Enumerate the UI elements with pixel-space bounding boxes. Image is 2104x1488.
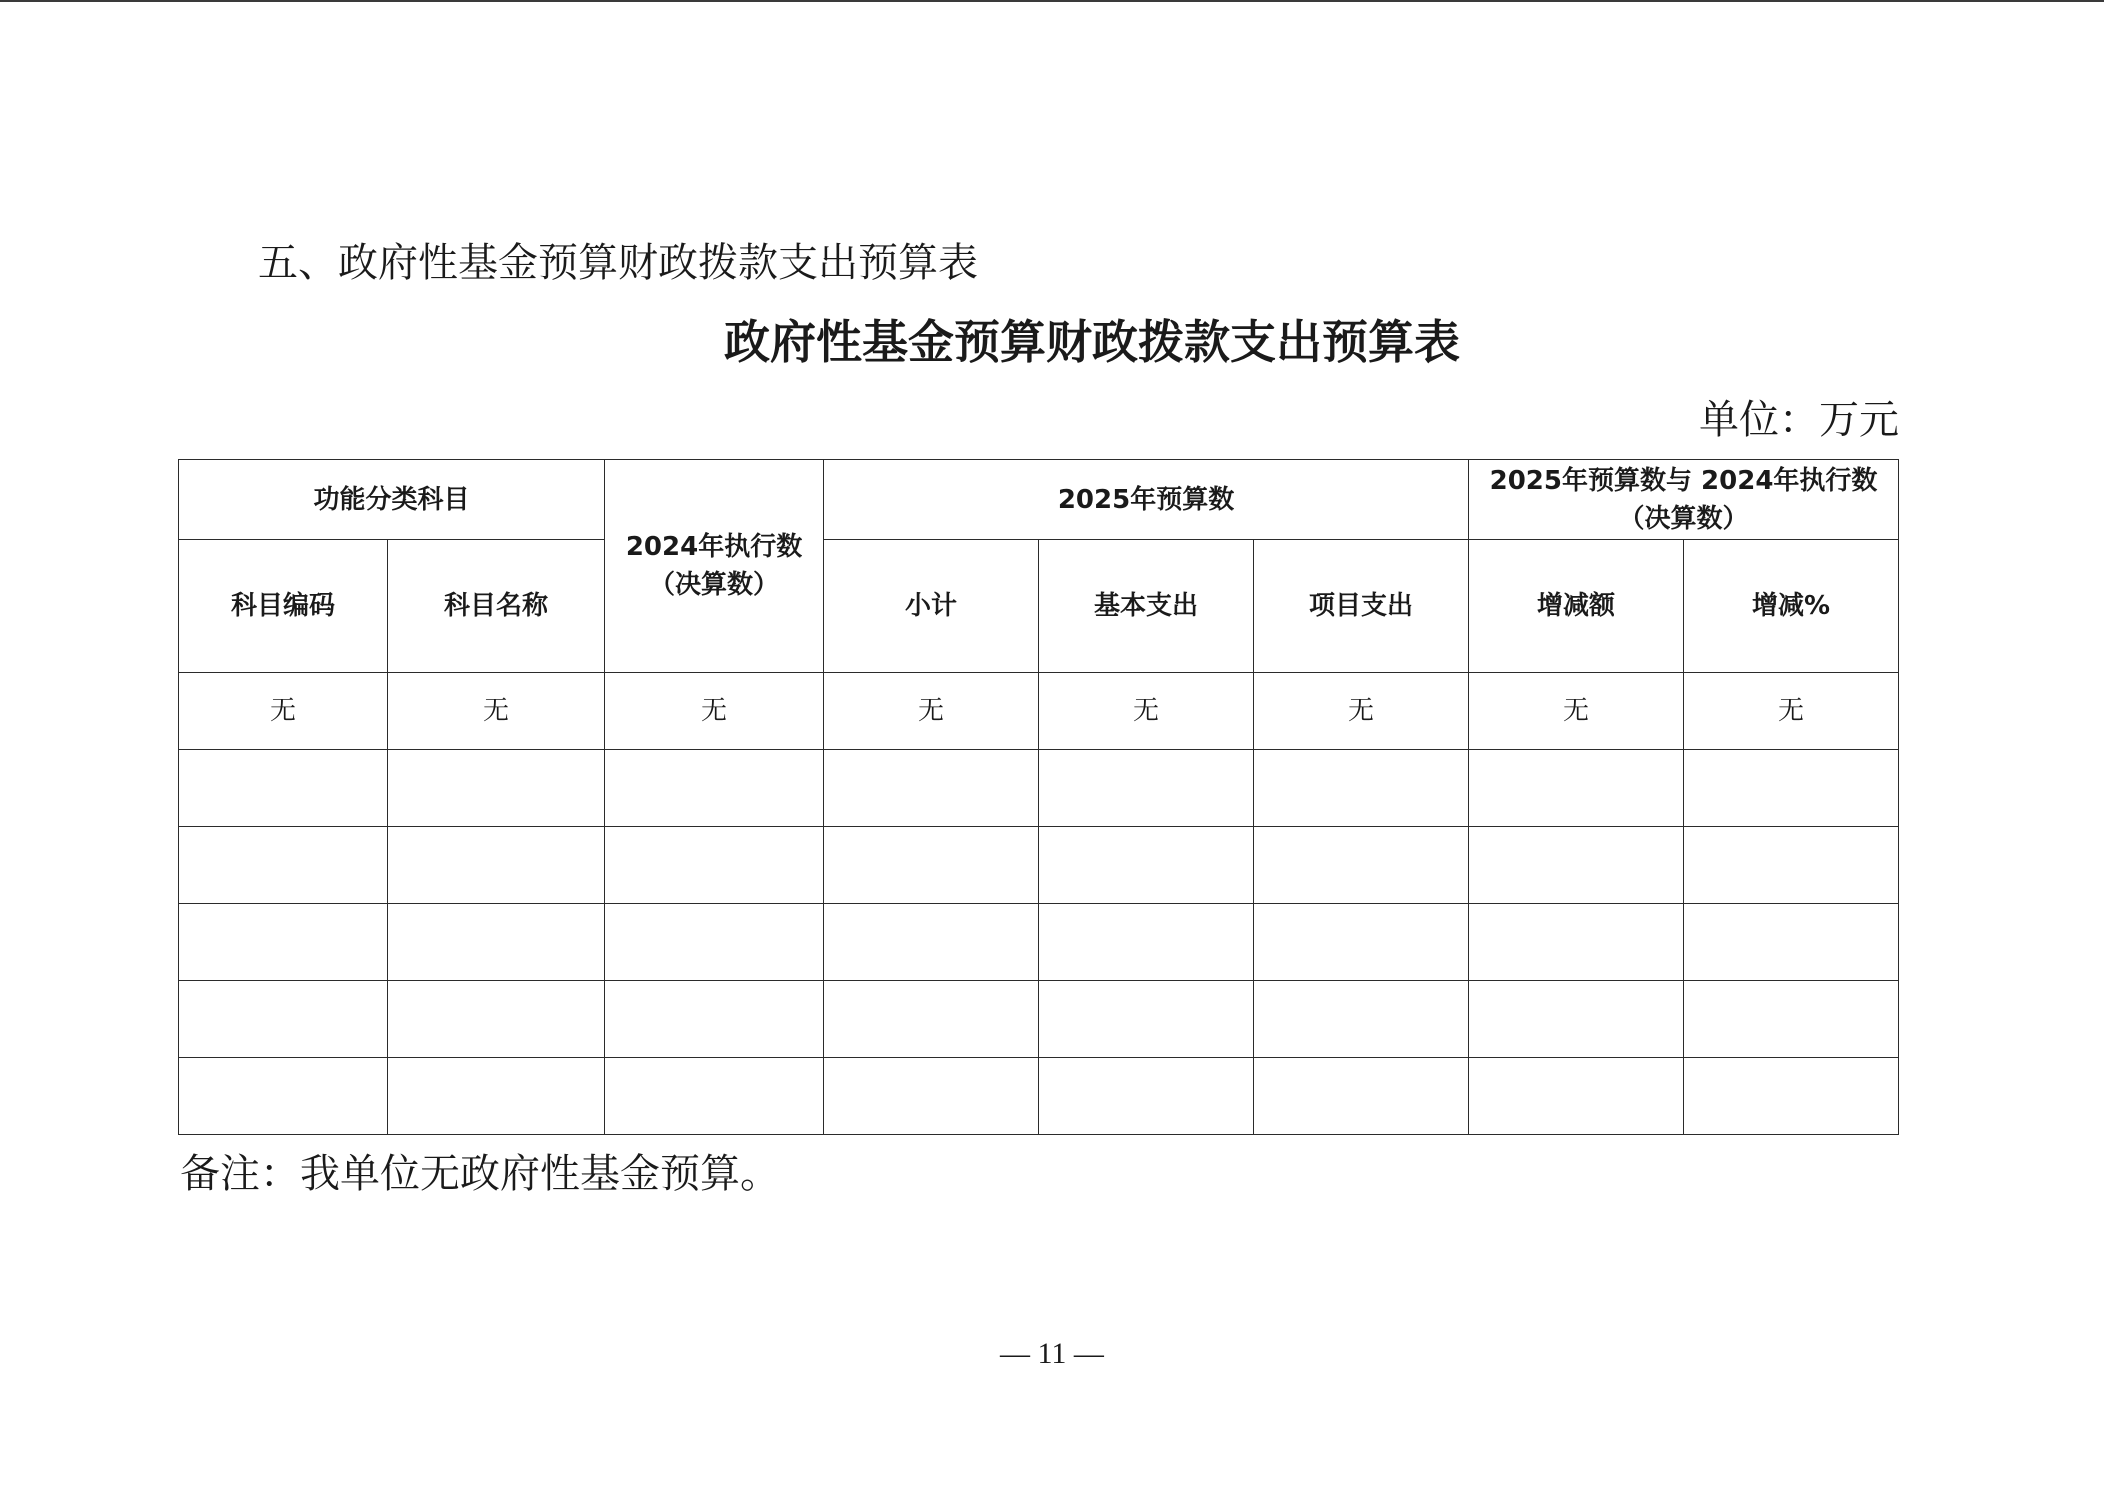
table-cell: 无 — [605, 673, 824, 750]
table-cell — [1469, 827, 1684, 904]
table-cell: 无 — [1039, 673, 1254, 750]
header-row-1 — [179, 460, 1899, 540]
table-cell — [605, 750, 824, 827]
table-cell — [824, 981, 1039, 1058]
table-cell: 无 — [824, 673, 1039, 750]
table-cell — [1469, 750, 1684, 827]
table-cell — [1684, 981, 1899, 1058]
footnote-remark: 备注：我单位无政府性基金预算。 — [180, 1151, 780, 1197]
table-cell — [179, 827, 388, 904]
table-cell — [179, 1058, 388, 1135]
table-cell — [388, 827, 605, 904]
table-title: 政府性基金预算财政拨款支出预算表 — [724, 315, 1460, 369]
table-cell — [1254, 750, 1469, 827]
table-cell — [388, 904, 605, 981]
header-subtotal: 小计 — [824, 540, 1039, 673]
table-cell — [1469, 1058, 1684, 1135]
table-cell — [388, 1058, 605, 1135]
table-cell: 无 — [388, 673, 605, 750]
header-compare-line2: （决算数） — [1618, 503, 1749, 534]
table-row — [179, 827, 1899, 904]
header-change-pct: 增减% — [1684, 540, 1899, 673]
table-cell — [1469, 904, 1684, 981]
header-row-2 — [179, 540, 1899, 673]
table-cell — [605, 981, 824, 1058]
table-cell — [1039, 1058, 1254, 1135]
table-cell — [388, 981, 605, 1058]
table-cell — [1039, 981, 1254, 1058]
table-cell — [1684, 750, 1899, 827]
unit-label: 单位：万元 — [1699, 397, 1899, 443]
page-number: — 11 — — [1000, 1337, 1104, 1370]
table-cell: 无 — [1254, 673, 1469, 750]
table-row — [179, 1058, 1899, 1135]
table-cell — [605, 904, 824, 981]
header-project: 项目支出 — [1254, 540, 1469, 673]
header-exec-2024-line2: （决算数） — [649, 570, 780, 600]
table-cell — [1254, 827, 1469, 904]
table-cell — [1039, 827, 1254, 904]
header-compare — [1469, 460, 1899, 540]
header-budget-2025: 2025年预算数 — [824, 460, 1469, 540]
header-exec-2024-line1: 2024年执行数 — [625, 532, 803, 562]
table-cell — [1254, 981, 1469, 1058]
section-heading: 五、政府性基金预算财政拨款支出预算表 — [258, 240, 978, 286]
table-row — [179, 904, 1899, 981]
table-cell — [605, 827, 824, 904]
budget-table — [178, 459, 1899, 1135]
header-name: 科目名称 — [388, 540, 605, 673]
table-row — [179, 981, 1899, 1058]
table-cell — [824, 1058, 1039, 1135]
table-cell: 无 — [1684, 673, 1899, 750]
top-border-line — [0, 0, 2104, 2]
table-cell — [824, 904, 1039, 981]
table-cell — [1039, 750, 1254, 827]
table-cell — [1684, 827, 1899, 904]
table-cell — [1684, 904, 1899, 981]
table-cell — [1254, 1058, 1469, 1135]
header-function-class: 功能分类科目 — [179, 460, 605, 540]
table-cell — [1254, 904, 1469, 981]
table-cell — [179, 904, 388, 981]
table-cell — [1684, 1058, 1899, 1135]
table-cell — [1039, 904, 1254, 981]
table-cell: 无 — [179, 673, 388, 750]
table-row — [179, 673, 1899, 750]
header-basic: 基本支出 — [1039, 540, 1254, 673]
table-cell: 无 — [1469, 673, 1684, 750]
table-cell — [605, 1058, 824, 1135]
table-cell — [388, 750, 605, 827]
table-cell — [1469, 981, 1684, 1058]
table-cell — [824, 827, 1039, 904]
table-cell — [179, 750, 388, 827]
table-row — [179, 750, 1899, 827]
header-exec-2024 — [605, 460, 824, 673]
table-cell — [179, 981, 388, 1058]
header-compare-line1: 2025年预算数与 2024年执行数 — [1489, 465, 1878, 496]
header-change-amount: 增减额 — [1469, 540, 1684, 673]
header-code: 科目编码 — [179, 540, 388, 673]
table-cell — [824, 750, 1039, 827]
